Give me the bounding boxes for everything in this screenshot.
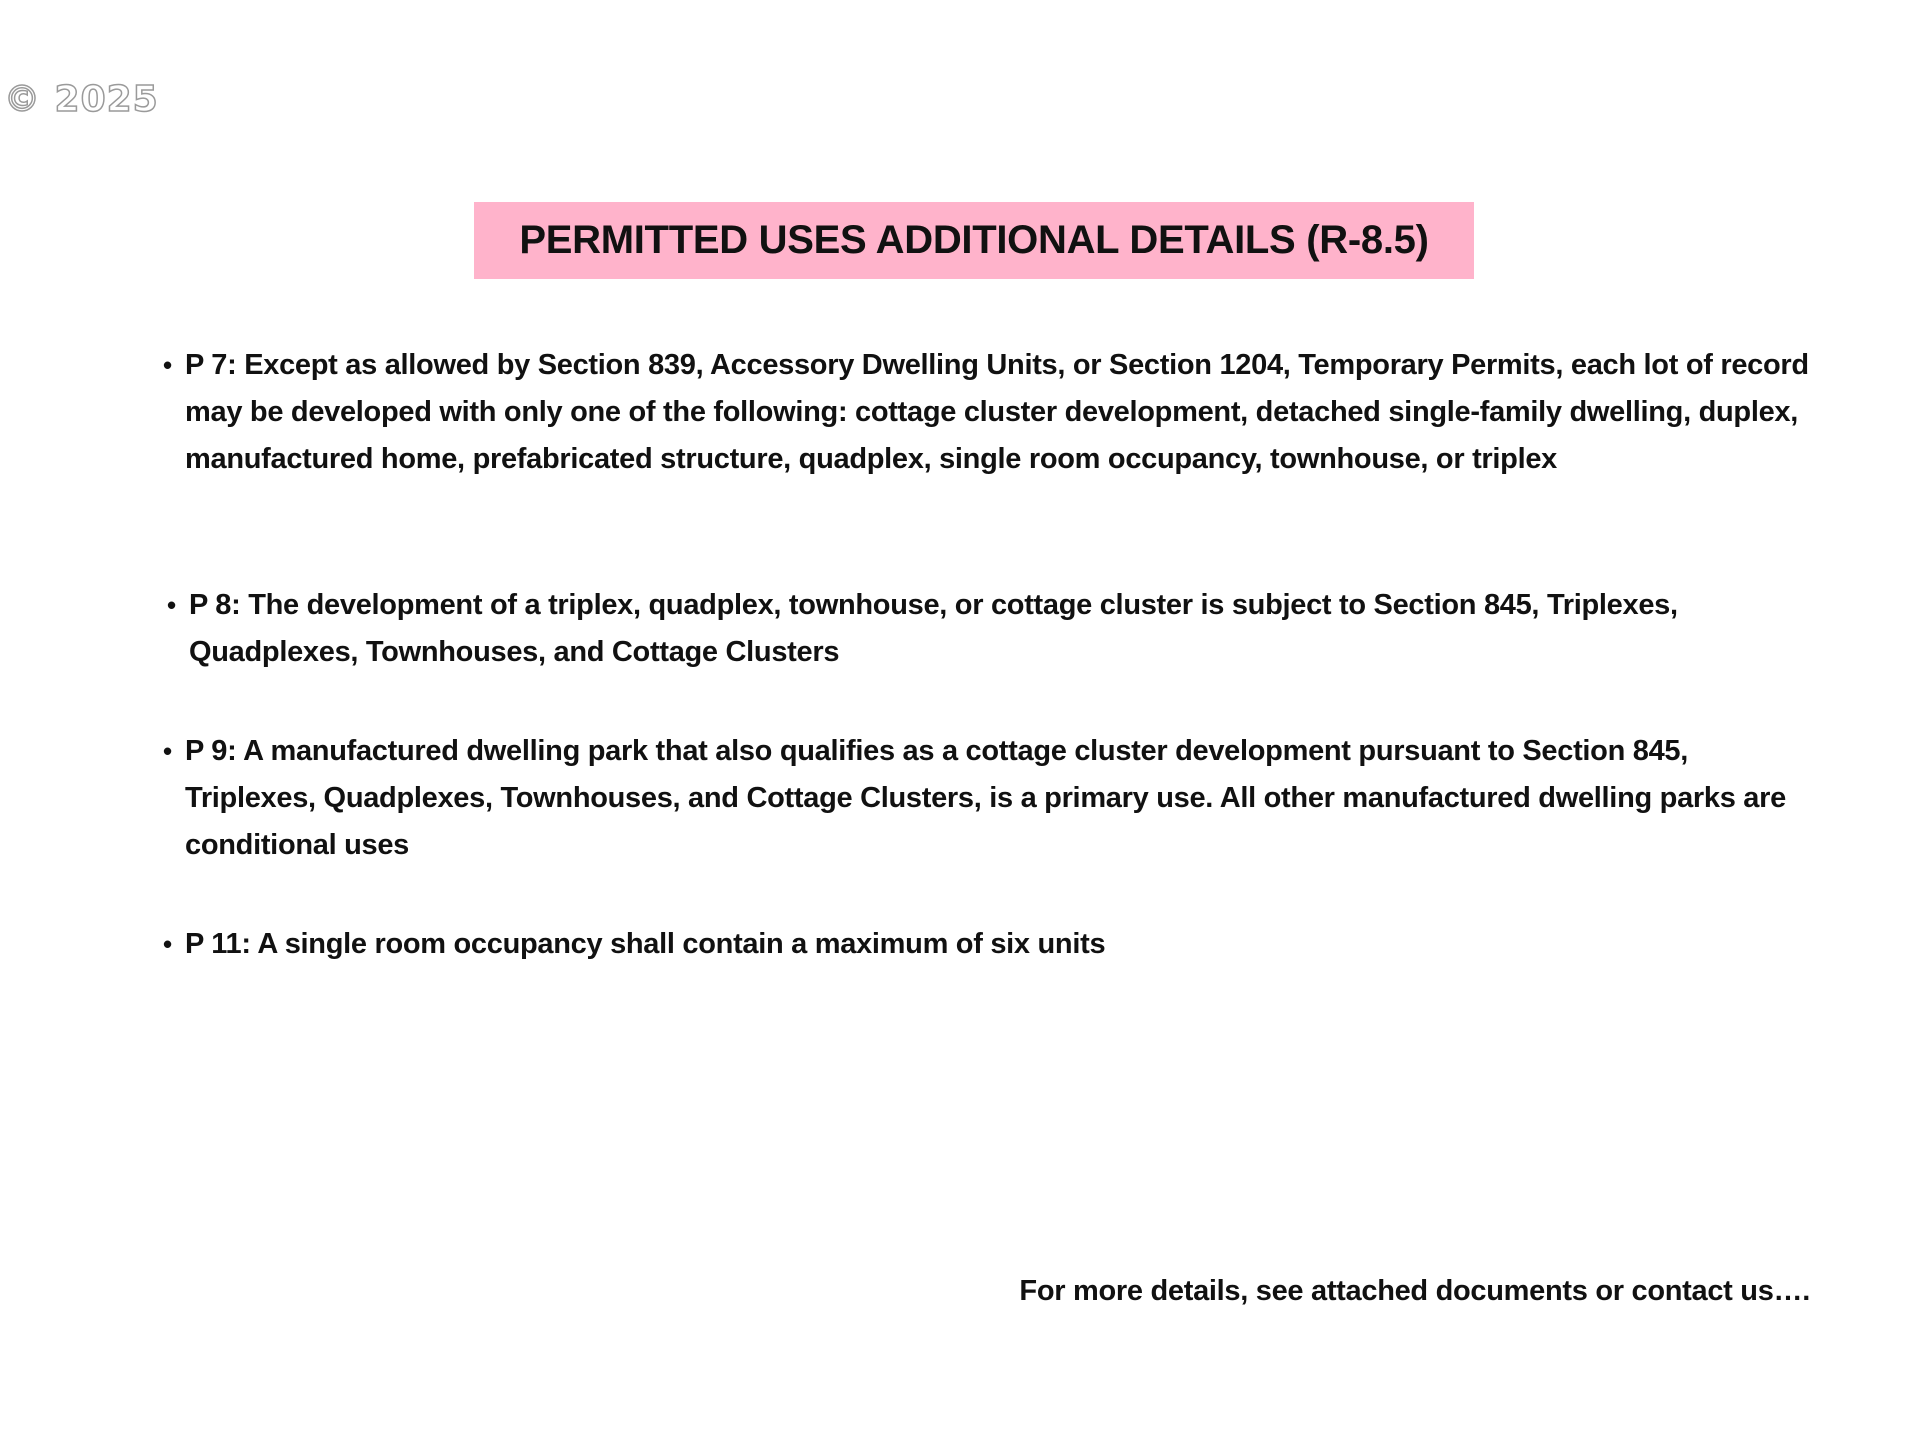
title-banner: [474, 202, 1474, 279]
list-item-text: P 11: A single room occupancy shall contain a maximum of six units: [185, 928, 1106, 960]
page-title: PERMITTED USES ADDITIONAL DETAILS (R-8.5): [519, 218, 1429, 262]
list-item-p8: [167, 582, 1817, 676]
footer-contact-note: For more details, see attached documents or contact us….: [1019, 1275, 1810, 1307]
list-item-text: P 7: Except as allowed by Section 839, Accessory Dwelling Units, or Section 1204, Temporary Permits, each lot of record may be developed with only one of the following: cottage cluster development, detached single-family dwelling, duplex, manufactured home, prefabricated structure, quadplex, single room occupancy, townhouse, or triplex: [185, 349, 1809, 475]
bullet-icon: •: [163, 736, 173, 766]
list-item-p7: [163, 342, 1813, 483]
bullet-icon: •: [163, 929, 173, 959]
list-item-p9: [163, 728, 1813, 869]
list-item-text: P 8: The development of a triplex, quadplex, townhouse, or cottage cluster is subject to Section 845, Triplexes, Quadplexes, Townhouses, and Cottage Clusters: [189, 589, 1678, 668]
copyright-watermark: © 2025: [4, 79, 159, 120]
bullet-icon: •: [167, 590, 177, 620]
bullet-icon: •: [163, 350, 173, 380]
list-item-text: P 9: A manufactured dwelling park that also qualifies as a cottage cluster development pursuant to Section 845, Triplexes, Quadplexes, Townhouses, and Cottage Clusters, is a primary use. All other manufactured dwelling parks are conditional uses: [185, 735, 1786, 861]
list-item-p11: [163, 921, 1813, 968]
